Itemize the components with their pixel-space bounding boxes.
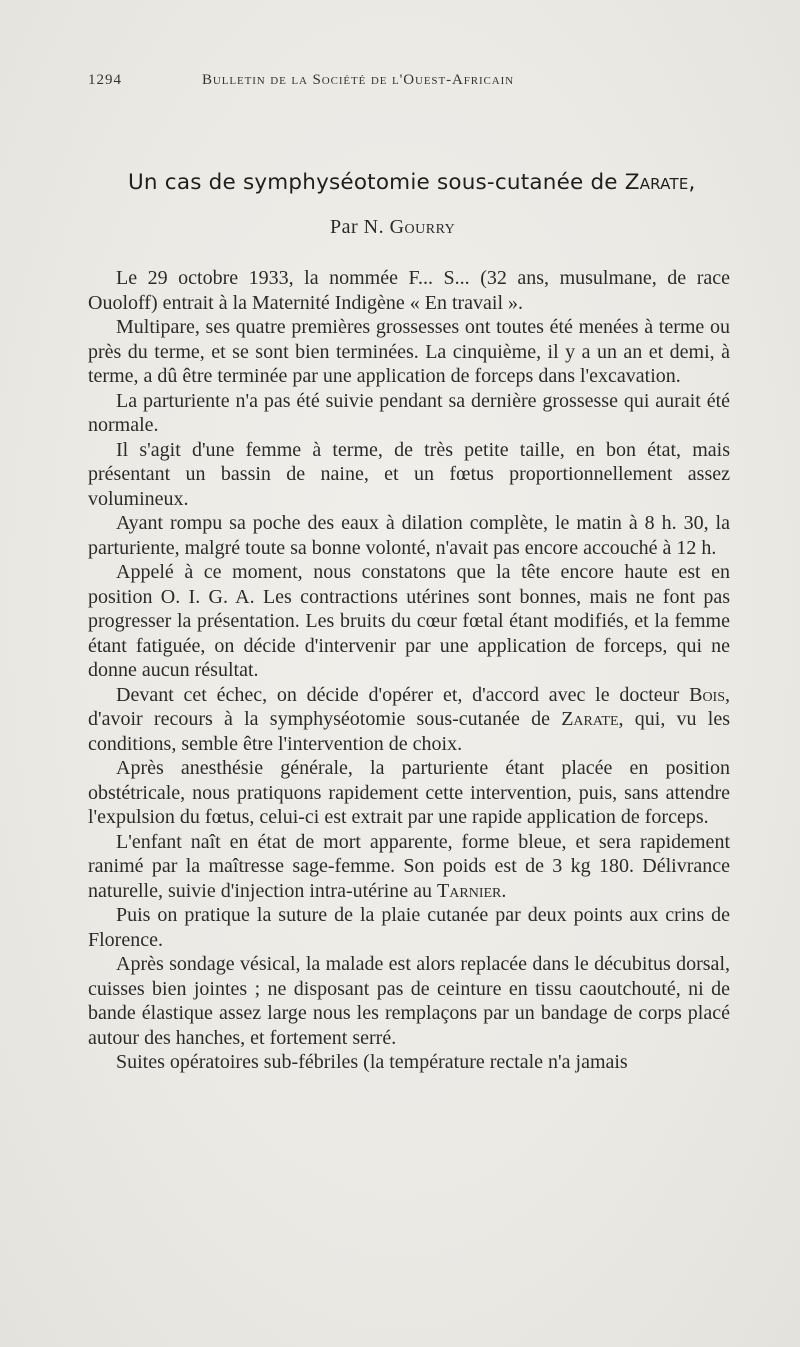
person-name: Zarate <box>561 708 619 730</box>
paragraph: Après sondage vésical, la malade est alors replacée dans le décubitus dorsal, cuisses bien jointes ; ne disposant pas de ceinture en tissu caoutchouté, ni de bande élastique assez large nous les remplaçons par un bandage de corps placé autour des hanches, et fortement serré. <box>88 953 730 1049</box>
paragraph: Ayant rompu sa poche des eaux à dilation complète, le matin à 8 h. 30, la parturiente, malgré toute sa bonne volonté, n'avait pas encore accouché à 12 h. <box>88 512 730 559</box>
paragraph: Puis on pratique la suture de la plaie cutanée par deux points aux crins de Florence. <box>88 904 730 951</box>
paragraph <box>88 683 730 757</box>
author-name: Gourry <box>389 216 456 238</box>
byline-prefix: Par N. <box>330 216 385 238</box>
paragraph: La parturiente n'a pas été suivie pendant sa dernière grossesse qui aurait été normale. <box>88 389 730 436</box>
article-title-suffix: , <box>688 170 696 195</box>
article-byline <box>330 216 455 239</box>
paragraph-text: Devant cet échec, on décide d'opérer et, d'accord avec le docteur <box>116 683 680 706</box>
paragraph: Appelé à ce moment, nous constatons que la tête encore haute est en position O. I. G. A. Les contractions utérines sont bonnes, mais ne font pas progresser la présentation. Les bruits du cœur fœtal étant modifiés, et la femme étant fatiguée, on décide d'intervenir par une application de forceps, qui ne donne aucun résultat. <box>88 561 730 681</box>
article-title <box>128 170 728 195</box>
paragraph-text: , qui, vu les conditions, semble être l'intervention de choix. <box>88 708 730 755</box>
person-name: Tarnier <box>437 879 502 902</box>
paragraph: Le 29 octobre 1933, la nommée F... S... (32 ans, musulmane, de race Ouoloff) entrait à la Maternité Indigène « En travail ». <box>88 267 730 314</box>
paragraph-text: , d'avoir recours à la symphyséotomie sous-cutanée de <box>88 683 731 730</box>
running-header <box>88 72 728 102</box>
paragraph-text: L'enfant naît en état de mort apparente, forme bleue, et sera rapidement ranimé par la maîtresse sage-femme. Son poids est de 3 kg 180. Délivrance naturelle, suivie d'injection intra-utérine au <box>88 830 730 902</box>
paragraph: Suites opératoires sub-fébriles (la température rectale n'a jamais <box>116 1051 628 1073</box>
person-name: Bois <box>689 683 726 706</box>
article-body <box>88 266 730 1075</box>
paragraph: Il s'agit d'une femme à terme, de très petite taille, en bon état, mais présentant un bassin de naine, et un fœtus proportionnellement assez volumineux. <box>88 438 730 510</box>
paragraph: Après anesthésie générale, la parturiente étant placée en position obstétricale, nous pratiquons rapidement cette intervention, puis, sans attendre l'expulsion du fœtus, celui-ci est extrait par une rapide application de forceps. <box>88 757 730 828</box>
article-title-text: Un cas de symphyséotomie sous-cutanée de <box>128 170 618 195</box>
paragraph <box>88 830 730 904</box>
article-title-name: Zarate <box>624 170 689 195</box>
page-number: 1294 <box>88 72 122 88</box>
journal-title: Bulletin de la Société de l'Ouest-Africain <box>202 72 515 88</box>
paragraph-text: . <box>501 879 507 902</box>
paragraph: Multipare, ses quatre premières grossesses ont toutes été menées à terme ou près du terme, et se sont bien terminées. La cinquième, il y a un an et demi, à terme, a dû être terminée par une application de forceps dans l'excavation. <box>88 316 730 387</box>
